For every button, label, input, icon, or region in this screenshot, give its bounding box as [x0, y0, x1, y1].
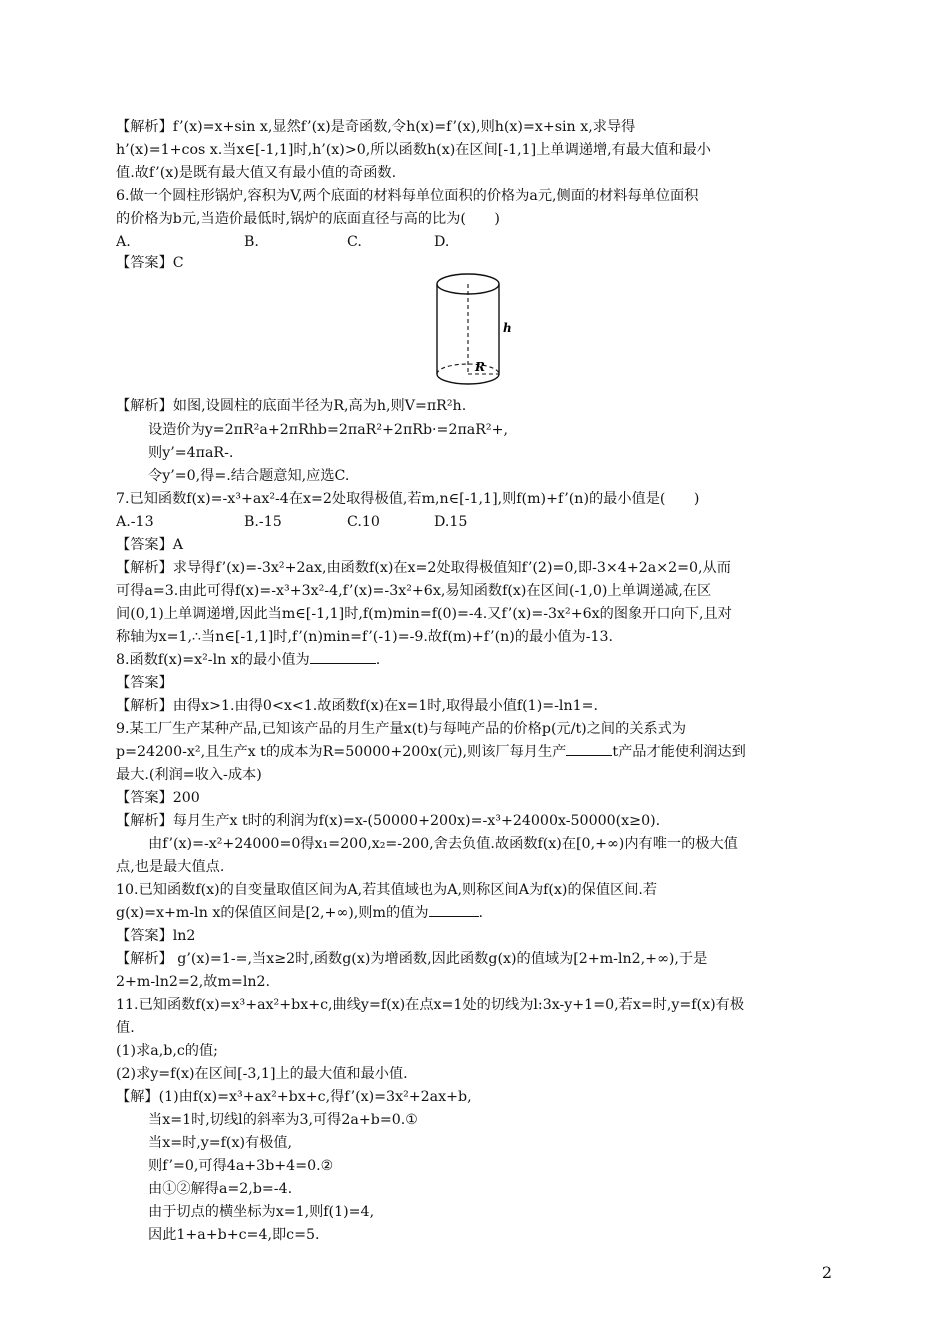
- q7-stem: 7.已知函数f(x)=-x³+ax²-4在x=2处取得极值,若m,n∈[-1,1],则f(m)+f’(n)的最小值是( ): [116, 491, 700, 507]
- q10-analysis-line-1: 【解析】 g’(x)=1-=,当x≥2时,函数g(x)为增函数,因此函数g(x)的值域为[2+m-ln2,+∞),于是: [116, 951, 708, 967]
- page-number: 2: [821, 1263, 832, 1282]
- q6-analysis-line-3: 则y’=4πaR-.: [148, 445, 234, 461]
- q9-answer: 【答案】200: [116, 790, 200, 806]
- q5-analysis-line-3: 值.故f’(x)是既有最大值又有最小值的奇函数.: [116, 165, 397, 181]
- q9-analysis-line-2: 由f’(x)=-x²+24000=0得x₁=200,x₂=-200,舍去负值.故函数f(x)在[0,+∞)内有唯一的极大值: [148, 836, 738, 852]
- q7-analysis-line-4: 称轴为x=1,∴当n∈[-1,1]时,f’(n)min=f’(-1)=-9.故f(m)+f’(n)的最小值为-13.: [116, 629, 614, 645]
- q7-options: [116, 511, 840, 533]
- q10-analysis-line-2: 2+m-ln2=2,故m=ln2.: [116, 974, 271, 990]
- q5-analysis-line-2: h’(x)=1+cos x.当x∈[-1,1]时,h’(x)>0,所以函数h(x)在区间[-1,1]上单调递增,有最大值和最小: [116, 142, 711, 158]
- q11-solution-line-4: 则f’=0,可得4a+3b+4=0.②: [148, 1158, 334, 1174]
- q9-analysis-line-3: 点,也是最大值点.: [116, 859, 225, 875]
- q10-answer-blank: [429, 902, 479, 917]
- q9-stem-text-b: t产品才能使利润达到: [612, 744, 746, 760]
- q7-answer: 【答案】A: [116, 537, 183, 553]
- q9-answer-blank: [566, 741, 612, 756]
- q11-solution-line-6: 由于切点的横坐标为x=1,则f(1)=4,: [148, 1204, 375, 1220]
- q10-stem-text: g(x)=x+m-ln x的保值区间是[2,+∞),则m的值为: [116, 905, 429, 921]
- q6-option-d: D.: [434, 234, 450, 250]
- q7-analysis-line-1: 【解析】求导得f’(x)=-3x²+2ax,由函数f(x)在x=2处取得极值知f’(2)=0,即-3×4+2a×2=0,从而: [116, 560, 731, 576]
- q10-stem-line-1: 10.已知函数f(x)的自变量取值区间为A,若其值域也为A,则称区间A为f(x)的保值区间.若: [116, 882, 658, 898]
- q9-stem-line-1: 9.某工厂生产某种产品,已知该产品的月生产量x(t)与每吨产品的价格p(元/t)之间的关系式为: [116, 721, 687, 737]
- q11-part-2: (2)求y=f(x)在区间[-3,1]上的最大值和最小值.: [116, 1066, 408, 1082]
- q6-options: [116, 231, 840, 253]
- q6-stem-line-2: 的价格为b元,当造价最低时,锅炉的底面直径与高的比为( ): [116, 211, 500, 227]
- q11-solution-line-7: 因此1+a+b+c=4,即c=5.: [148, 1227, 320, 1243]
- q7-option-a: A.-13: [116, 514, 154, 530]
- q9-stem-line-2: [116, 741, 840, 763]
- q7-analysis-line-3: 间(0,1)上单调递增,因此当m∈[-1,1]时,f(m)min=f(0)=-4.又f’(x)=-3x²+6x的图象开口向下,且对: [116, 606, 732, 622]
- q6-answer: 【答案】C: [116, 255, 184, 271]
- q9-stem-text-a: p=24200-x²,且生产x t的成本为R=50000+200x(元),则该厂每月生产: [116, 744, 567, 760]
- q10-answer: 【答案】ln2: [116, 928, 196, 944]
- q7-option-d: D.15: [434, 514, 468, 530]
- q6-option-c: C.: [347, 234, 362, 250]
- q6-option-a: A.: [116, 234, 131, 250]
- q8-stem-text: 8.函数f(x)=x²-ln x的最小值为: [116, 652, 310, 668]
- q11-solution-line-1: 【解】(1)由f(x)=x³+ax²+bx+c,得f’(x)=3x²+2ax+b,: [116, 1089, 472, 1105]
- q6-analysis-line-1: 【解析】如图,设圆柱的底面半径为R,高为h,则V=πR²h.: [116, 398, 467, 414]
- q8-answer: 【答案】: [116, 675, 173, 691]
- q11-solution-line-5: 由①②解得a=2,b=-4.: [148, 1181, 293, 1197]
- q8-answer-blank: [310, 649, 376, 664]
- q9-analysis-line-1: 【解析】每月生产x t时的利润为f(x)=x-(50000+200x)=-x³+24000x-50000(x≥0).: [116, 813, 661, 829]
- q11-solution-line-3: 当x=时,y=f(x)有极值,: [148, 1135, 293, 1151]
- q11-part-1: (1)求a,b,c的值;: [116, 1043, 218, 1059]
- radius-label: R: [475, 360, 485, 374]
- q8-analysis: 【解析】由得x>1.由得0<x<1.故函数f(x)在x=1时,取得最小值f(1)=-ln1=.: [116, 698, 599, 714]
- q11-stem-line-2: 值.: [116, 1020, 135, 1036]
- q11-solution-line-2: 当x=1时,切线l的斜率为3,可得2a+b=0.①: [148, 1112, 418, 1128]
- height-label: h: [503, 321, 512, 335]
- cylinder-figure: [430, 268, 520, 398]
- q6-stem-line-1: 6.做一个圆柱形锅炉,容积为V,两个底面的材料每单位面积的价格为a元,侧面的材料每单位面积: [116, 188, 699, 204]
- q5-analysis-line-1: 【解析】f’(x)=x+sin x,显然f’(x)是奇函数,令h(x)=f’(x),则h(x)=x+sin x,求导得: [116, 119, 636, 135]
- q6-analysis-line-4: 令y’=0,得=.结合题意知,应选C.: [148, 468, 350, 484]
- q8-stem-end: .: [375, 652, 381, 668]
- q7-option-b: B.-15: [244, 514, 282, 530]
- cylinder-bottom-front-arc: [437, 374, 499, 384]
- q9-stem-line-3: 最大.(利润=收入-成本): [116, 767, 262, 783]
- q10-stem-line-2: [116, 902, 840, 924]
- q7-option-c: C.10: [347, 514, 380, 530]
- q6-analysis-line-2: 设造价为y=2πR²a+2πRhb=2πaR²+2πRb·=2πaR²+,: [148, 422, 509, 438]
- q10-stem-end: .: [478, 905, 484, 921]
- q7-analysis-line-2: 可得a=3.由此可得f(x)=-x³+3x²-4,f’(x)=-3x²+6x,易知函数f(x)在区间(-1,0)上单调递减,在区: [116, 583, 712, 599]
- q11-stem-line-1: 11.已知函数f(x)=x³+ax²+bx+c,曲线y=f(x)在点x=1处的切线为l:3x-y+1=0,若x=时,y=f(x)有极: [116, 997, 745, 1013]
- q8-stem: [116, 649, 840, 671]
- q6-option-b: B.: [244, 234, 259, 250]
